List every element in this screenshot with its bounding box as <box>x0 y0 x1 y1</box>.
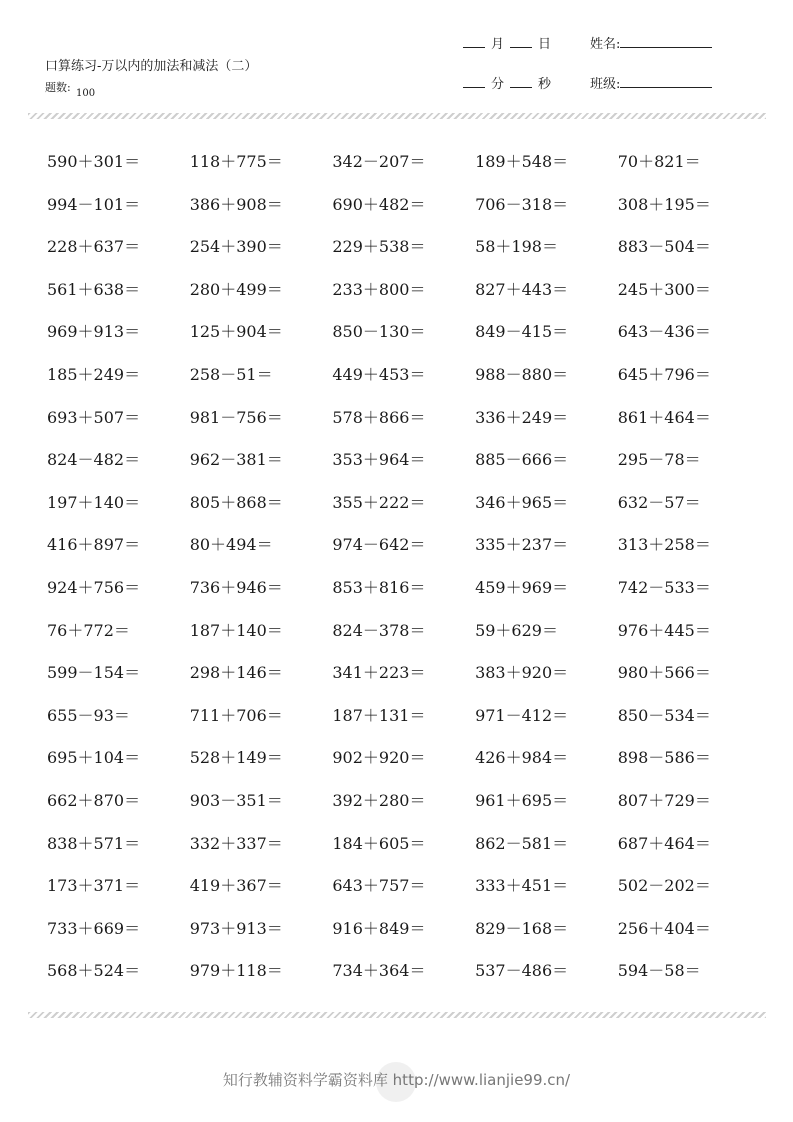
problem-item: 733＋669＝ <box>47 918 141 938</box>
problem-item: 308＋195＝ <box>617 194 711 214</box>
problem-item: 962－381＝ <box>189 450 283 470</box>
problem-item: 643－436＝ <box>617 322 711 342</box>
problem-item: 228＋637＝ <box>47 237 141 257</box>
class-blank <box>620 75 712 88</box>
problem-item: 976＋445＝ <box>617 620 711 640</box>
second-blank <box>510 75 532 88</box>
problem-item: 184＋605＝ <box>332 833 426 853</box>
problem-item: 662＋870＝ <box>47 790 141 810</box>
problem-item: 355＋222＝ <box>332 492 426 512</box>
problem-count-value: 100 <box>76 88 96 99</box>
problem-item: 561＋638＝ <box>47 279 141 299</box>
problem-item: 76＋772＝ <box>47 620 130 640</box>
problem-item: 961＋695＝ <box>475 790 569 810</box>
problem-item: 924＋756＝ <box>47 577 141 597</box>
problem-item: 578＋866＝ <box>332 407 426 427</box>
problem-item: 353＋964＝ <box>332 450 426 470</box>
problem-item: 419＋367＝ <box>189 876 283 896</box>
problem-item: 80＋494＝ <box>189 535 273 555</box>
month-blank <box>463 35 485 48</box>
problem-item: 690＋482＝ <box>332 194 426 214</box>
footer-watermark: 知行教辅资料学霸资料库 http://www.lianjie99.cn/ <box>222 1071 571 1089</box>
top-divider <box>28 113 766 119</box>
problem-item: 537－486＝ <box>475 961 569 981</box>
problem-item: 187＋140＝ <box>189 620 283 640</box>
problem-item: 392＋280＝ <box>332 790 426 810</box>
second-label: 秒 <box>538 77 552 92</box>
problem-item: 687＋464＝ <box>617 833 711 853</box>
day-blank <box>510 35 532 48</box>
problem-item: 341＋223＝ <box>332 663 426 683</box>
problem-item: 599－154＝ <box>47 663 141 683</box>
problem-item: 994－101＝ <box>47 194 141 214</box>
minute-blank <box>463 75 485 88</box>
class-field <box>590 73 712 92</box>
problem-item: 449＋453＝ <box>332 364 426 384</box>
problem-item: 416＋897＝ <box>47 535 141 555</box>
problem-item: 256＋404＝ <box>617 918 711 938</box>
problem-item: 655－93＝ <box>47 705 130 725</box>
problem-item: 258－51＝ <box>189 364 273 384</box>
problem-item: 568＋524＝ <box>47 961 141 981</box>
problem-item: 969＋913＝ <box>47 322 141 342</box>
problem-item: 824－378＝ <box>332 620 426 640</box>
problem-item: 185＋249＝ <box>47 364 141 384</box>
problem-item: 383＋920＝ <box>475 663 569 683</box>
problem-item: 903－351＝ <box>189 790 283 810</box>
problem-item: 426＋984＝ <box>475 748 569 768</box>
name-label: 姓名: <box>590 37 621 52</box>
problem-item: 336＋249＝ <box>475 407 569 427</box>
problem-item: 189＋548＝ <box>475 152 569 171</box>
problem-item: 850－130＝ <box>332 322 426 342</box>
problem-item: 988－880＝ <box>475 364 569 384</box>
problem-item: 862－581＝ <box>475 833 569 853</box>
problem-item: 974－642＝ <box>332 535 426 555</box>
problem-item: 883－504＝ <box>617 237 711 257</box>
problem-item: 853＋816＝ <box>332 577 426 597</box>
bottom-divider <box>28 1012 766 1018</box>
problem-item: 333＋451＝ <box>475 876 569 896</box>
problem-item: 197＋140＝ <box>47 492 141 512</box>
problem-item: 643＋757＝ <box>332 876 426 896</box>
problem-item: 280＋499＝ <box>189 279 283 299</box>
problem-item: 898－586＝ <box>617 748 711 768</box>
minute-label: 分 <box>491 77 505 92</box>
problem-item: 58＋198＝ <box>475 237 558 257</box>
problem-item: 695＋104＝ <box>47 748 141 768</box>
problem-item: 980＋566＝ <box>617 663 711 683</box>
problem-item: 824－482＝ <box>47 450 141 470</box>
problem-item: 981－756＝ <box>189 407 283 427</box>
problem-item: 594－58＝ <box>617 961 701 981</box>
problem-item: 386＋908＝ <box>189 194 283 214</box>
problem-item: 346＋965＝ <box>475 492 569 512</box>
problem-item: 805＋868＝ <box>189 492 283 512</box>
problem-item: 736＋946＝ <box>189 577 283 597</box>
name-blank <box>620 35 712 48</box>
day-label: 日 <box>538 37 552 52</box>
problem-item: 118＋775＝ <box>189 152 283 171</box>
class-label: 班级: <box>590 77 621 92</box>
problem-item: 902＋920＝ <box>332 748 426 768</box>
problem-item: 313＋258＝ <box>617 535 711 555</box>
problem-item: 979＋118＝ <box>189 961 283 981</box>
problem-item: 125＋904＝ <box>189 322 283 342</box>
problem-item: 70＋821＝ <box>617 152 701 171</box>
problem-item: 173＋371＝ <box>47 876 141 896</box>
problem-item: 233＋800＝ <box>332 279 426 299</box>
problem-item: 187＋131＝ <box>332 705 426 725</box>
problem-item: 971－412＝ <box>475 705 569 725</box>
problem-item: 706－318＝ <box>475 194 569 214</box>
problem-item: 827＋443＝ <box>475 279 569 299</box>
problem-item: 973＋913＝ <box>189 918 283 938</box>
problem-item: 838＋571＝ <box>47 833 141 853</box>
date-field <box>463 33 557 52</box>
problem-item: 59＋629＝ <box>475 620 558 640</box>
problem-item: 335＋237＝ <box>475 535 569 555</box>
problem-grid <box>47 150 760 1002</box>
problem-item: 295－78＝ <box>617 450 701 470</box>
problem-item: 829－168＝ <box>475 918 569 938</box>
problem-item: 861＋464＝ <box>617 407 711 427</box>
problem-item: 742－533＝ <box>617 577 711 597</box>
problem-item: 590＋301＝ <box>47 152 141 171</box>
problem-item: 850－534＝ <box>617 705 711 725</box>
problem-item: 645＋796＝ <box>617 364 711 384</box>
problem-item: 245＋300＝ <box>617 279 711 299</box>
problem-item: 229＋538＝ <box>332 237 426 257</box>
problem-item: 502－202＝ <box>617 876 711 896</box>
problem-item: 734＋364＝ <box>332 961 426 981</box>
problem-count-label: 题数: <box>45 81 71 94</box>
problem-item: 632－57＝ <box>617 492 701 512</box>
problem-item: 711＋706＝ <box>189 705 283 725</box>
time-field <box>463 73 557 92</box>
problem-item: 849－415＝ <box>475 322 569 342</box>
problem-item: 342－207＝ <box>332 152 426 171</box>
problem-item: 807＋729＝ <box>617 790 711 810</box>
problem-item: 298＋146＝ <box>189 663 283 683</box>
name-field <box>590 33 712 52</box>
problem-item: 885－666＝ <box>475 450 569 470</box>
problem-item: 916＋849＝ <box>332 918 426 938</box>
problem-item: 332＋337＝ <box>189 833 283 853</box>
problem-item: 254＋390＝ <box>189 237 283 257</box>
problem-item: 528＋149＝ <box>189 748 283 768</box>
problem-item: 459＋969＝ <box>475 577 569 597</box>
month-label: 月 <box>491 37 505 52</box>
worksheet-title: 口算练习-万以内的加法和减法（二） <box>45 59 258 74</box>
problem-item: 693＋507＝ <box>47 407 141 427</box>
